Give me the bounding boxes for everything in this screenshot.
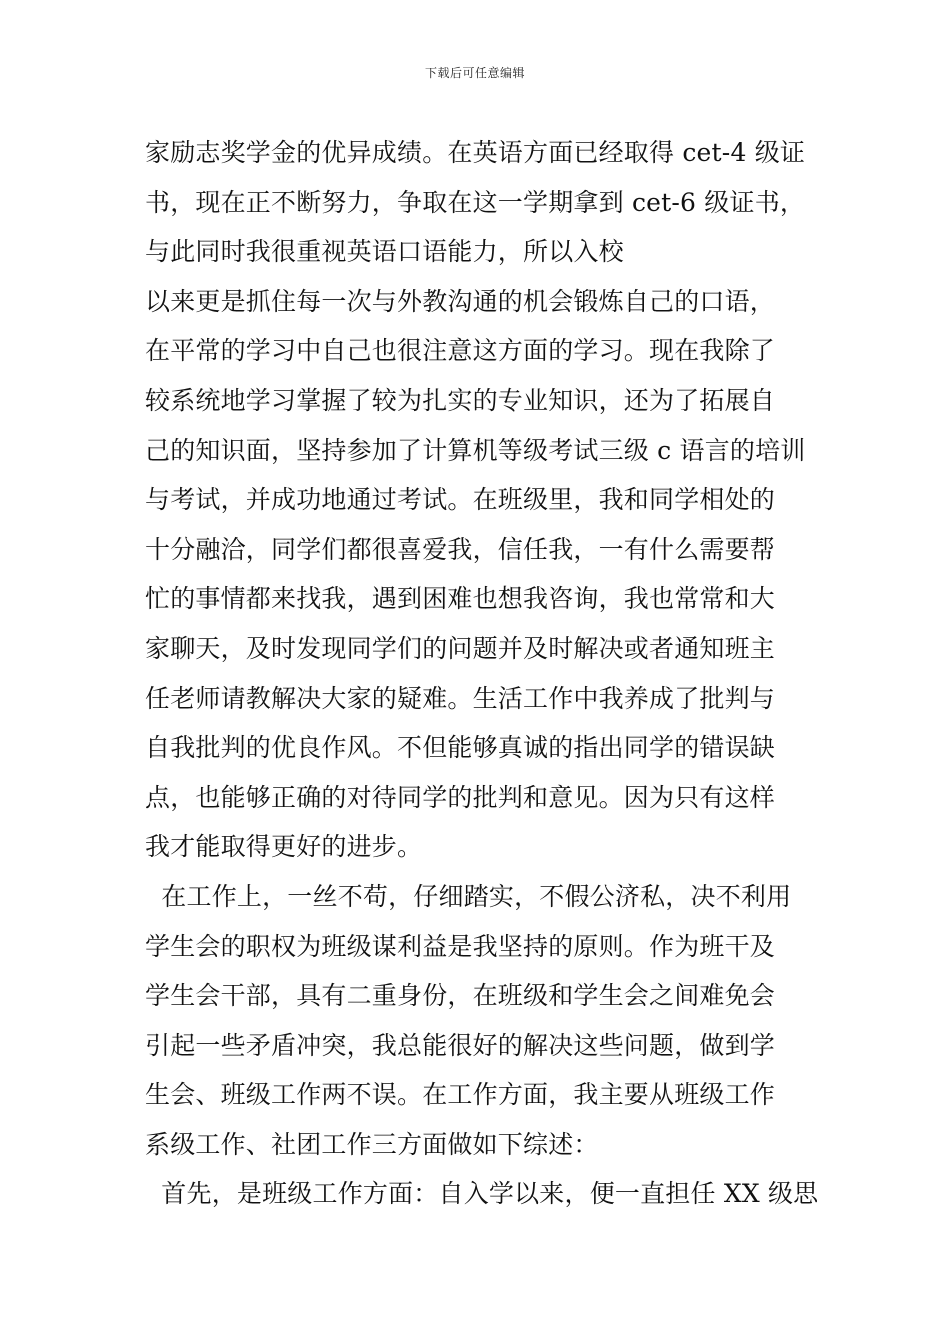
text-line: 家励志奖学金的优异成绩。在英语方面已经取得 cet-4 级证 xyxy=(145,138,806,167)
text-line: 点，也能够正确的对待同学的批判和意见。因为只有这样 xyxy=(145,782,776,812)
text-line: 十分融洽，同学们都很喜爱我，信任我，一有什么需要帮 xyxy=(145,534,776,564)
text-line: 系级工作、社团工作三方面做如下综述： xyxy=(145,1129,599,1159)
text-line: 首先，是班级工作方面：自入学以来，便一直担任 XX 级思 xyxy=(145,1179,819,1209)
text-line: 书，现在正不断努力，争取在这一学期拿到 cet-6 级证书， xyxy=(145,187,806,217)
text-line: 与此同时我很重视英语口语能力，所以入校 xyxy=(145,237,624,267)
text-line: 学生会干部，具有二重身份，在班级和学生会之间难免会 xyxy=(145,981,776,1011)
text-line: 引起一些矛盾冲突，我总能很好的解决这些问题，做到学 xyxy=(145,1030,776,1060)
text-line: 家聊天，及时发现同学们的问题并及时解决或者通知班主 xyxy=(145,633,776,663)
text-line: 忙的事情都来找我，遇到困难也想我咨询，我也常常和大 xyxy=(145,584,776,614)
text-line: 我才能取得更好的进步。 xyxy=(145,832,423,862)
page-header-note: 下载后可任意编辑 xyxy=(424,66,525,80)
text-line: 较系统地学习掌握了较为扎实的专业知识，还为了拓展自 xyxy=(145,385,776,415)
text-line: 任老师请教解决大家的疑难。生活工作中我养成了批判与 xyxy=(145,683,776,713)
text-line: 己的知识面，坚持参加了计算机等级考试三级 c 语言的培训 xyxy=(145,435,806,465)
text-line: 自我批判的优良作风。不但能够真诚的指出同学的错误缺 xyxy=(145,733,776,763)
text-line: 与考试，并成功地通过考试。在班级里，我和同学相处的 xyxy=(145,485,776,515)
text-line: 以来更是抓住每一次与外教沟通的机会锻炼自己的口语， xyxy=(145,286,776,316)
text-line: 在平常的学习中自己也很注意这方面的学习。现在我除了 xyxy=(145,336,776,366)
text-line: 学生会的职权为班级谋利益是我坚持的原则。作为班干及 xyxy=(145,931,776,961)
text-line: 在工作上，一丝不苟，仔细踏实，不假公济私，决不利用 xyxy=(145,881,792,911)
text-line: 生会、班级工作两不误。在工作方面，我主要从班级工作 xyxy=(145,1080,776,1110)
document-body xyxy=(145,128,819,1219)
